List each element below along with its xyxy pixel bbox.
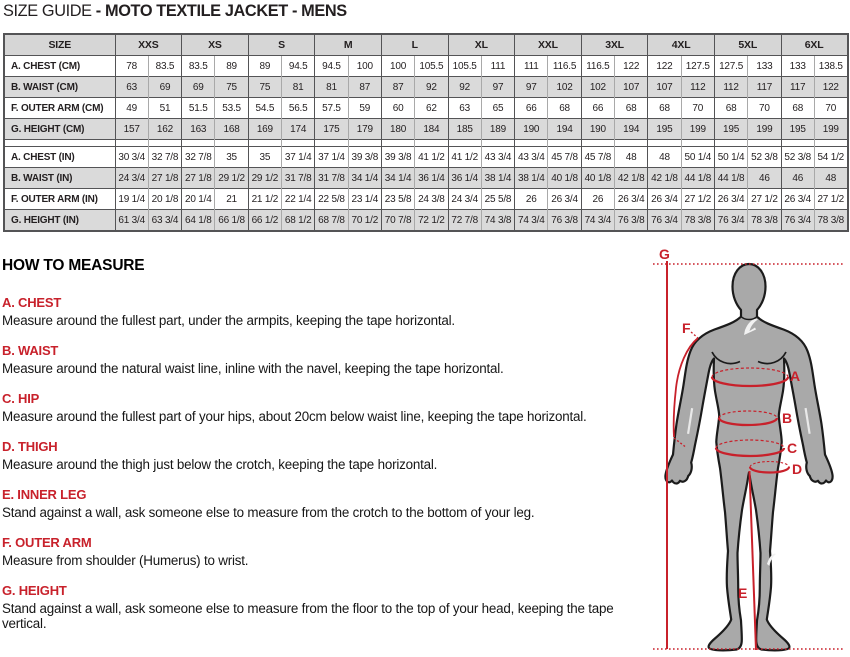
size-value-cell: 51 <box>148 98 181 119</box>
size-value-cell: 26 3/4 <box>714 189 747 210</box>
separator-cell <box>215 140 248 147</box>
size-value-cell: 44 1/8 <box>714 168 747 189</box>
separator-cell <box>615 140 648 147</box>
table-row <box>4 189 848 210</box>
separator-cell <box>481 140 514 147</box>
size-value-cell: 66 1/2 <box>248 210 281 232</box>
row-label-cell: A. CHEST (CM) <box>4 56 115 77</box>
measure-item-text: Measure around the fullest part of your hips, about 20cm below waist line, keeping the tape horizontal. <box>2 409 587 424</box>
size-value-cell: 21 1/2 <box>248 189 281 210</box>
size-value-cell: 22 1/4 <box>282 189 315 210</box>
size-value-cell: 26 3/4 <box>648 189 681 210</box>
size-value-cell: 195 <box>714 119 747 140</box>
separator-cell <box>115 140 148 147</box>
size-value-cell: 74 3/4 <box>581 210 614 232</box>
size-value-cell: 70 1/2 <box>348 210 381 232</box>
size-value-cell: 68 7/8 <box>315 210 348 232</box>
size-value-cell: 89 <box>248 56 281 77</box>
separator-cell <box>315 140 348 147</box>
size-value-cell: 36 1/4 <box>415 168 448 189</box>
size-value-cell: 68 <box>548 98 581 119</box>
size-value-cell: 31 7/8 <box>282 168 315 189</box>
size-value-cell: 78 <box>115 56 148 77</box>
size-value-cell: 117 <box>748 77 781 98</box>
measure-item <box>2 343 650 376</box>
size-value-cell: 34 1/4 <box>381 168 414 189</box>
size-value-cell: 100 <box>381 56 414 77</box>
size-value-cell: 59 <box>348 98 381 119</box>
size-value-cell: 74 3/4 <box>515 210 548 232</box>
separator-cell <box>4 140 115 147</box>
size-value-cell: 43 3/4 <box>515 147 548 168</box>
size-value-cell: 52 3/8 <box>748 147 781 168</box>
table-row <box>4 98 848 119</box>
size-value-cell: 68 <box>615 98 648 119</box>
measure-item-label: A. CHEST <box>2 295 62 310</box>
separator-cell <box>415 140 448 147</box>
size-value-cell: 117 <box>781 77 814 98</box>
separator-cell <box>381 140 414 147</box>
size-value-cell: 97 <box>515 77 548 98</box>
size-value-cell: 127.5 <box>714 56 747 77</box>
size-value-cell: 36 1/4 <box>448 168 481 189</box>
size-column-header: 6XL <box>781 34 848 56</box>
measure-item <box>2 487 650 520</box>
measure-item-label: C. HIP <box>2 391 40 406</box>
how-to-measure-heading: HOW TO MEASURE <box>2 257 145 274</box>
size-value-cell: 92 <box>415 77 448 98</box>
size-value-cell: 37 1/4 <box>315 147 348 168</box>
size-value-cell: 76 3/8 <box>615 210 648 232</box>
size-value-cell: 26 <box>581 189 614 210</box>
size-value-cell: 70 7/8 <box>381 210 414 232</box>
size-value-cell: 157 <box>115 119 148 140</box>
size-value-cell: 27 1/8 <box>148 168 181 189</box>
size-value-cell: 70 <box>748 98 781 119</box>
separator-cell <box>282 140 315 147</box>
size-value-cell: 194 <box>548 119 581 140</box>
size-column-header: 4XL <box>648 34 715 56</box>
size-value-cell: 42 1/8 <box>615 168 648 189</box>
measure-item <box>2 439 650 472</box>
separator-cell <box>348 140 381 147</box>
size-value-cell: 63 3/4 <box>148 210 181 232</box>
size-value-cell: 133 <box>748 56 781 77</box>
size-value-cell: 40 1/8 <box>581 168 614 189</box>
size-value-cell: 111 <box>481 56 514 77</box>
size-value-cell: 34 1/4 <box>348 168 381 189</box>
size-value-cell: 89 <box>215 56 248 77</box>
size-column-header: XS <box>182 34 249 56</box>
size-value-cell: 74 3/8 <box>481 210 514 232</box>
size-value-cell: 48 <box>814 168 847 189</box>
size-value-cell: 20 1/4 <box>182 189 215 210</box>
size-value-cell: 32 7/8 <box>148 147 181 168</box>
figure-label-waist: B <box>782 410 793 426</box>
size-value-cell: 66 1/8 <box>215 210 248 232</box>
size-value-cell: 195 <box>648 119 681 140</box>
size-value-cell: 127.5 <box>681 56 714 77</box>
size-value-cell: 45 7/8 <box>548 147 581 168</box>
size-value-cell: 44 1/8 <box>681 168 714 189</box>
size-value-cell: 112 <box>714 77 747 98</box>
measure-item-label: G. HEIGHT <box>2 583 67 598</box>
body-figure-icon <box>645 248 850 657</box>
separator-cell <box>781 140 814 147</box>
size-value-cell: 26 3/4 <box>781 189 814 210</box>
table-row <box>4 147 848 168</box>
size-value-cell: 83.5 <box>182 56 215 77</box>
size-value-cell: 39 3/8 <box>348 147 381 168</box>
row-label-cell: A. CHEST (IN) <box>4 147 115 168</box>
row-label-cell: F. OUTER ARM (IN) <box>4 189 115 210</box>
size-value-cell: 69 <box>182 77 215 98</box>
measure-item-text: Stand against a wall, ask someone else to measure from the crotch to the bottom of your leg. <box>2 505 535 520</box>
size-value-cell: 48 <box>648 147 681 168</box>
size-value-cell: 102 <box>581 77 614 98</box>
measure-item-label: D. THIGH <box>2 439 58 454</box>
size-value-cell: 76 3/8 <box>548 210 581 232</box>
separator-cell <box>248 140 281 147</box>
table-row <box>4 77 848 98</box>
table-row <box>4 56 848 77</box>
size-value-cell: 63 <box>115 77 148 98</box>
measure-item-label: F. OUTER ARM <box>2 535 92 550</box>
size-value-cell: 27 1/8 <box>182 168 215 189</box>
size-value-cell: 38 1/4 <box>481 168 514 189</box>
size-value-cell: 53.5 <box>215 98 248 119</box>
size-value-cell: 46 <box>781 168 814 189</box>
separator-cell <box>182 140 215 147</box>
size-value-cell: 26 3/4 <box>615 189 648 210</box>
size-value-cell: 168 <box>215 119 248 140</box>
size-value-cell: 25 5/8 <box>481 189 514 210</box>
page-title-product: - MOTO TEXTILE JACKET - MENS <box>95 1 347 20</box>
size-value-cell: 68 <box>648 98 681 119</box>
size-value-cell: 27 1/2 <box>748 189 781 210</box>
size-value-cell: 81 <box>282 77 315 98</box>
size-value-cell: 39 3/8 <box>381 147 414 168</box>
size-value-cell: 107 <box>648 77 681 98</box>
size-value-cell: 30 3/4 <box>115 147 148 168</box>
row-label-cell: G. HEIGHT (CM) <box>4 119 115 140</box>
size-value-cell: 94.5 <box>315 56 348 77</box>
table-row <box>4 210 848 232</box>
separator-cell <box>581 140 614 147</box>
size-value-cell: 68 <box>714 98 747 119</box>
size-value-cell: 189 <box>481 119 514 140</box>
figure-label-height: G <box>659 248 670 262</box>
separator-cell <box>515 140 548 147</box>
separator-cell <box>548 140 581 147</box>
size-column-header: S <box>248 34 315 56</box>
size-value-cell: 26 <box>515 189 548 210</box>
size-value-cell: 122 <box>814 77 847 98</box>
figure-label-thigh: D <box>792 461 803 477</box>
size-value-cell: 185 <box>448 119 481 140</box>
size-value-cell: 122 <box>648 56 681 77</box>
separator-row <box>4 140 848 147</box>
size-value-cell: 75 <box>215 77 248 98</box>
size-value-cell: 56.5 <box>282 98 315 119</box>
size-value-cell: 41 1/2 <box>448 147 481 168</box>
size-column-header: M <box>315 34 382 56</box>
measure-item-text: Measure around the natural waist line, inline with the navel, keeping the tape horizontal. <box>2 361 504 376</box>
size-column-header: 5XL <box>714 34 781 56</box>
size-value-cell: 35 <box>248 147 281 168</box>
size-value-cell: 68 1/2 <box>282 210 315 232</box>
size-value-cell: 133 <box>781 56 814 77</box>
size-table <box>3 33 849 232</box>
size-value-cell: 72 7/8 <box>448 210 481 232</box>
size-value-cell: 22 5/8 <box>315 189 348 210</box>
table-header-row <box>4 34 848 56</box>
size-value-cell: 23 5/8 <box>381 189 414 210</box>
size-value-cell: 52 3/8 <box>781 147 814 168</box>
size-value-cell: 24 3/8 <box>415 189 448 210</box>
separator-cell <box>148 140 181 147</box>
size-value-cell: 87 <box>348 77 381 98</box>
size-value-cell: 102 <box>548 77 581 98</box>
size-value-cell: 32 7/8 <box>182 147 215 168</box>
size-value-cell: 76 3/4 <box>648 210 681 232</box>
size-value-cell: 116.5 <box>581 56 614 77</box>
size-value-cell: 105.5 <box>415 56 448 77</box>
size-value-cell: 199 <box>681 119 714 140</box>
measure-item <box>2 535 650 568</box>
figure-label-chest: A <box>790 368 801 384</box>
size-value-cell: 184 <box>415 119 448 140</box>
measure-item-text: Measure around the fullest part, under the armpits, keeping the tape horizontal. <box>2 313 455 328</box>
size-value-cell: 50 1/4 <box>714 147 747 168</box>
size-value-cell: 70 <box>681 98 714 119</box>
row-label-cell: B. WAIST (IN) <box>4 168 115 189</box>
size-value-cell: 162 <box>148 119 181 140</box>
row-label-cell: G. HEIGHT (IN) <box>4 210 115 232</box>
separator-cell <box>448 140 481 147</box>
size-value-cell: 116.5 <box>548 56 581 77</box>
size-value-cell: 78 3/8 <box>748 210 781 232</box>
size-value-cell: 35 <box>215 147 248 168</box>
size-value-cell: 68 <box>781 98 814 119</box>
size-value-cell: 61 3/4 <box>115 210 148 232</box>
size-column-header: XXS <box>115 34 182 56</box>
separator-cell <box>748 140 781 147</box>
size-value-cell: 66 <box>515 98 548 119</box>
row-label-cell: F. OUTER ARM (CM) <box>4 98 115 119</box>
how-to-measure-list <box>2 295 650 631</box>
size-value-cell: 41 1/2 <box>415 147 448 168</box>
size-value-cell: 50 1/4 <box>681 147 714 168</box>
separator-cell <box>814 140 847 147</box>
size-value-cell: 54 1/2 <box>814 147 847 168</box>
measure-item-text: Measure around the thigh just below the crotch, keeping the tape horizontal. <box>2 457 438 472</box>
size-value-cell: 29 1/2 <box>248 168 281 189</box>
size-value-cell: 190 <box>515 119 548 140</box>
figure-label-hip: C <box>787 440 798 456</box>
measure-item-text: Stand against a wall, ask someone else to measure from the floor to the top of your head, keeping the tape vertical. <box>2 601 614 631</box>
size-value-cell: 97 <box>481 77 514 98</box>
size-value-cell: 37 1/4 <box>282 147 315 168</box>
size-value-cell: 63 <box>448 98 481 119</box>
size-value-cell: 60 <box>381 98 414 119</box>
size-column-header: L <box>381 34 448 56</box>
page-title <box>3 1 347 21</box>
size-value-cell: 65 <box>481 98 514 119</box>
size-value-cell: 20 1/8 <box>148 189 181 210</box>
size-value-cell: 26 3/4 <box>548 189 581 210</box>
separator-cell <box>648 140 681 147</box>
table-row <box>4 168 848 189</box>
size-value-cell: 43 3/4 <box>481 147 514 168</box>
size-value-cell: 75 <box>248 77 281 98</box>
size-value-cell: 40 1/8 <box>548 168 581 189</box>
size-value-cell: 46 <box>748 168 781 189</box>
size-value-cell: 51.5 <box>182 98 215 119</box>
measure-item <box>2 295 650 328</box>
size-column-header: XXL <box>515 34 582 56</box>
size-value-cell: 54.5 <box>248 98 281 119</box>
measurement-diagram <box>645 248 850 657</box>
size-value-cell: 94.5 <box>282 56 315 77</box>
size-value-cell: 23 1/4 <box>348 189 381 210</box>
size-value-cell: 27 1/2 <box>814 189 847 210</box>
figure-label-inner-leg: E <box>738 585 748 601</box>
size-value-cell: 92 <box>448 77 481 98</box>
row-label-cell: B. WAIST (CM) <box>4 77 115 98</box>
size-value-cell: 107 <box>615 77 648 98</box>
size-value-cell: 105.5 <box>448 56 481 77</box>
size-value-cell: 66 <box>581 98 614 119</box>
size-value-cell: 83.5 <box>148 56 181 77</box>
figure-label-outer-arm: F <box>682 320 691 336</box>
how-to-measure-section <box>2 257 650 646</box>
size-value-cell: 72 1/2 <box>415 210 448 232</box>
size-value-cell: 111 <box>515 56 548 77</box>
size-value-cell: 57.5 <box>315 98 348 119</box>
separator-cell <box>681 140 714 147</box>
size-value-cell: 24 3/4 <box>448 189 481 210</box>
size-value-cell: 138.5 <box>814 56 847 77</box>
size-value-cell: 21 <box>215 189 248 210</box>
size-value-cell: 76 3/4 <box>714 210 747 232</box>
size-value-cell: 78 3/8 <box>814 210 847 232</box>
size-column-header: 3XL <box>581 34 648 56</box>
measure-item <box>2 391 650 424</box>
size-value-cell: 180 <box>381 119 414 140</box>
size-value-cell: 48 <box>615 147 648 168</box>
size-value-cell: 19 1/4 <box>115 189 148 210</box>
size-value-cell: 78 3/8 <box>681 210 714 232</box>
measure-item-text: Measure from shoulder (Humerus) to wrist. <box>2 553 249 568</box>
size-value-cell: 199 <box>748 119 781 140</box>
size-value-cell: 64 1/8 <box>182 210 215 232</box>
size-value-cell: 199 <box>814 119 847 140</box>
size-value-cell: 175 <box>315 119 348 140</box>
outer-arm-label-connector <box>691 332 698 338</box>
size-value-cell: 122 <box>615 56 648 77</box>
size-value-cell: 112 <box>681 77 714 98</box>
measure-item-label: E. INNER LEG <box>2 487 87 502</box>
size-value-cell: 49 <box>115 98 148 119</box>
size-value-cell: 174 <box>282 119 315 140</box>
size-value-cell: 179 <box>348 119 381 140</box>
size-value-cell: 70 <box>814 98 847 119</box>
size-value-cell: 169 <box>248 119 281 140</box>
size-value-cell: 27 1/2 <box>681 189 714 210</box>
size-value-cell: 81 <box>315 77 348 98</box>
measure-item-label: B. WAIST <box>2 343 59 358</box>
size-value-cell: 100 <box>348 56 381 77</box>
size-column-header: XL <box>448 34 515 56</box>
size-value-cell: 76 3/4 <box>781 210 814 232</box>
separator-cell <box>714 140 747 147</box>
size-value-cell: 45 7/8 <box>581 147 614 168</box>
table-row <box>4 119 848 140</box>
size-value-cell: 31 7/8 <box>315 168 348 189</box>
page-title-prefix: SIZE GUIDE <box>3 1 96 20</box>
size-value-cell: 69 <box>148 77 181 98</box>
size-value-cell: 190 <box>581 119 614 140</box>
size-value-cell: 42 1/8 <box>648 168 681 189</box>
size-value-cell: 62 <box>415 98 448 119</box>
size-value-cell: 163 <box>182 119 215 140</box>
size-value-cell: 195 <box>781 119 814 140</box>
size-corner-header: SIZE <box>4 34 115 56</box>
size-value-cell: 29 1/2 <box>215 168 248 189</box>
size-value-cell: 38 1/4 <box>515 168 548 189</box>
measure-item <box>2 583 650 631</box>
size-value-cell: 194 <box>615 119 648 140</box>
size-value-cell: 24 3/4 <box>115 168 148 189</box>
size-value-cell: 87 <box>381 77 414 98</box>
